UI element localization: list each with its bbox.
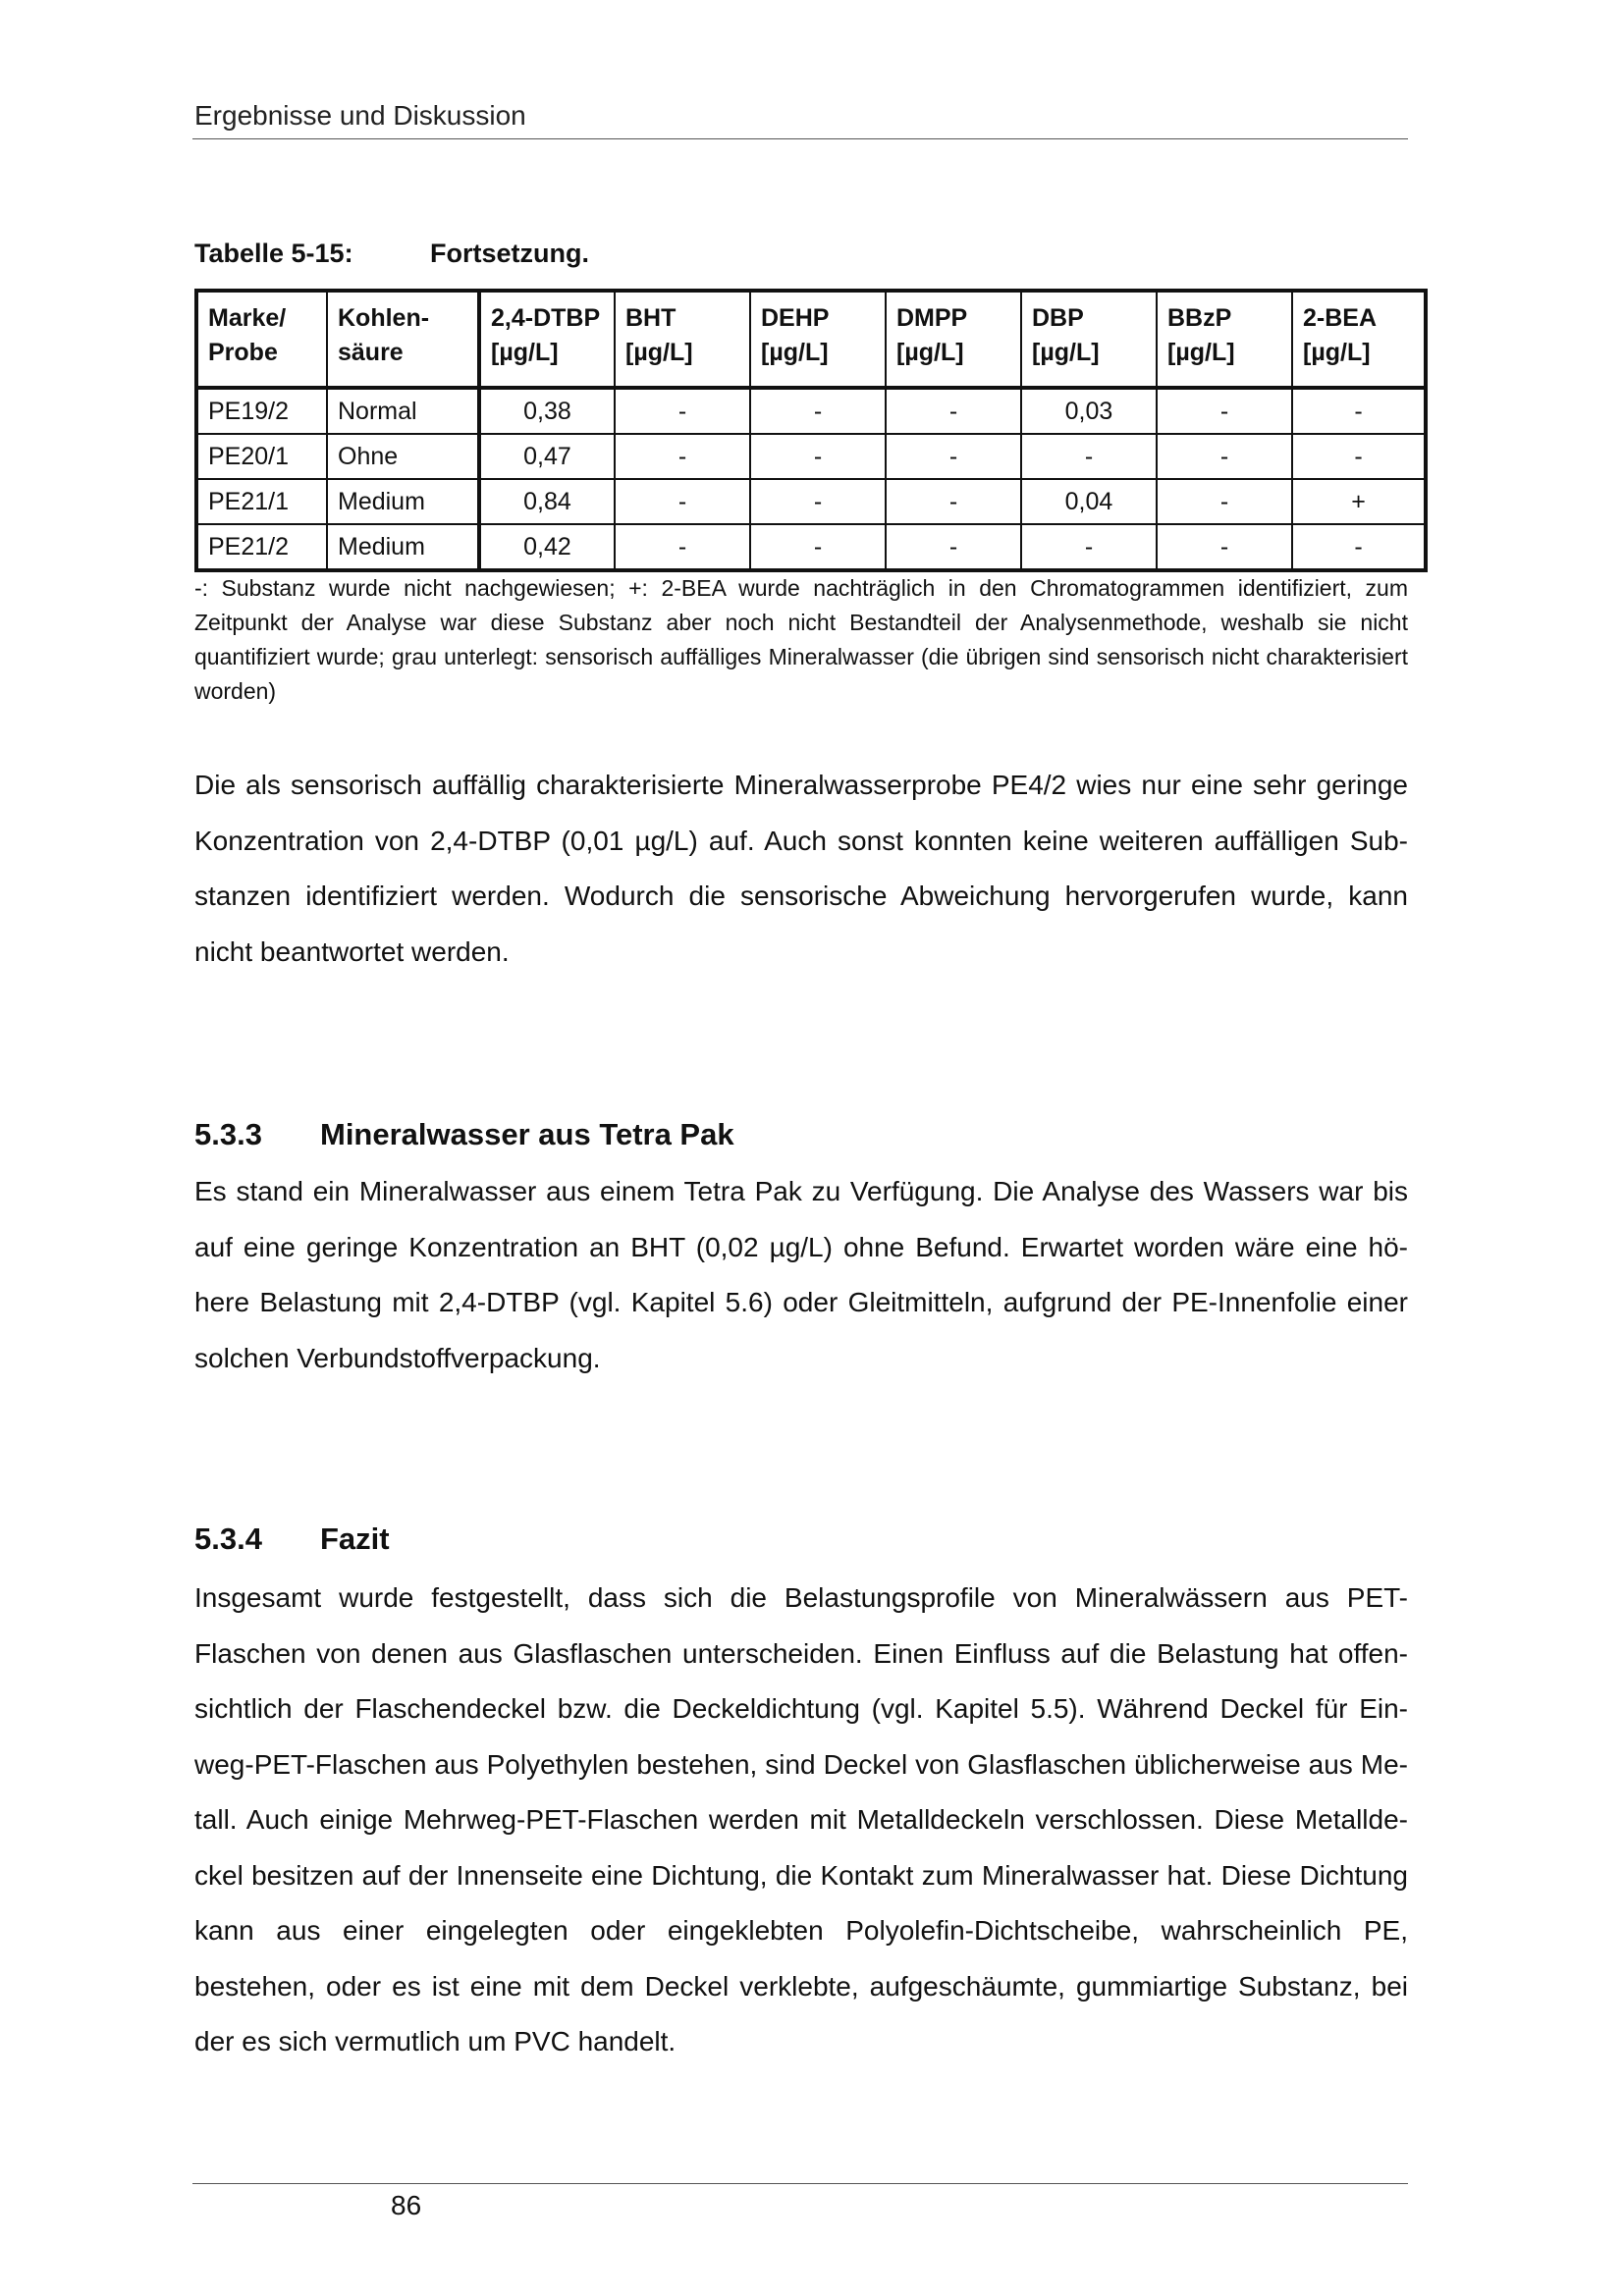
table-row [196, 388, 1426, 434]
table-cell: 0,84 [479, 479, 615, 524]
table-cell: 0,38 [479, 388, 615, 434]
section-title: Fazit [320, 1522, 390, 1556]
page-number: 86 [391, 2190, 422, 2220]
column-header: DBP [µg/L] [1021, 291, 1157, 388]
section-heading-5-3-4 [194, 1520, 390, 1559]
paragraph-tetra-pak: Es stand ein Mineralwasser aus einem Tetra Pak zu Verfügung. Die Analyse des Wassers war bis auf eine geringe Konzentration an BHT (0,02 µg/L) ohne Befund. Erwartet worden wäre eine höhere Belastung mit 2,4-DTBP (vgl. Kapitel 5.6) oder Gleitmitteln, aufgrund der PE-Innenfolie einer solchen Verbundstoffverpackung. [194, 1176, 1408, 1373]
table-cell: PE21/1 [196, 479, 327, 524]
results-table [194, 289, 1428, 572]
table-cell: - [886, 434, 1021, 479]
table-cell: + [1292, 479, 1426, 524]
paragraph-pe4: Die als sensorisch auffällig charakterisierte Mineralwasserprobe PE4/2 wies nur eine sehr geringe Konzentration von 2,4-DTBP (0,01 µg/L) auf. Auch sonst konnten keine weiteren auffälligen Substanzen identifiziert werden. Wodurch die sensorische Abweichung hervorgerufen wurde, kann nicht beantwortet werden. [194, 770, 1408, 967]
header-rule [192, 138, 1408, 139]
table-cell: - [615, 479, 750, 524]
column-header: Marke/ Probe [196, 291, 327, 388]
table-row [196, 434, 1426, 479]
column-header: BBzP [µg/L] [1157, 291, 1292, 388]
footer-rule [192, 2183, 1408, 2184]
table-cell: - [750, 524, 886, 570]
table-cell: Medium [327, 479, 479, 524]
table-cell: Normal [327, 388, 479, 434]
table-cell: - [886, 479, 1021, 524]
table-cell: 0,04 [1021, 479, 1157, 524]
table-cell: - [1021, 434, 1157, 479]
table-cell: - [615, 434, 750, 479]
table-cell: Ohne [327, 434, 479, 479]
table-cell: - [750, 479, 886, 524]
table-cell: - [1292, 524, 1426, 570]
table-header-row [196, 291, 1426, 388]
table-cell: - [1292, 434, 1426, 479]
table-cell: - [750, 388, 886, 434]
table-cell: 0,03 [1021, 388, 1157, 434]
table-cell: - [615, 524, 750, 570]
table-cell: PE20/1 [196, 434, 327, 479]
table-cell: PE19/2 [196, 388, 327, 434]
column-header: DEHP [µg/L] [750, 291, 886, 388]
table-cell: 0,42 [479, 524, 615, 570]
table-caption-title: Fortsetzung. [430, 239, 589, 268]
table-cell: 0,47 [479, 434, 615, 479]
column-header: Kohlen- säure [327, 291, 479, 388]
section-number: 5.3.4 [194, 1522, 262, 1556]
section-number: 5.3.3 [194, 1117, 262, 1151]
table-cell: - [886, 388, 1021, 434]
table-cell: - [750, 434, 886, 479]
table-cell: - [1157, 524, 1292, 570]
running-header: Ergebnisse und Diskussion [194, 100, 526, 131]
table-row [196, 479, 1426, 524]
column-header: 2-BEA [µg/L] [1292, 291, 1426, 388]
table-footnote: -: Substanz wurde nicht nachgewiesen; +: 2-BEA wurde nachträglich in den Chromatogrammen identifiziert, zum Zeitpunkt der Analyse war diese Substanz aber noch nicht Bestandteil der Analysenmethode, weshalb sie nicht quantifiziert wurde; grau unterlegt: sensorisch auffälliges Mineralwasser (die übrigen sind sensorisch nicht charakterisiert worden) [194, 575, 1408, 704]
section-heading-5-3-3 [194, 1115, 734, 1154]
section-title: Mineralwasser aus Tetra Pak [320, 1117, 734, 1151]
table-caption [194, 236, 589, 271]
column-header: DMPP [µg/L] [886, 291, 1021, 388]
column-header: BHT [µg/L] [615, 291, 750, 388]
table-cell: - [1157, 388, 1292, 434]
table-cell: - [886, 524, 1021, 570]
table-cell: PE21/2 [196, 524, 327, 570]
table-cell: - [1157, 479, 1292, 524]
table-row [196, 524, 1426, 570]
table-cell: - [1157, 434, 1292, 479]
table-cell: - [615, 388, 750, 434]
column-header: 2,4-DTBP [µg/L] [479, 291, 615, 388]
paragraph-fazit: Insgesamt wurde festgestellt, dass sich die Belastungsprofile von Mineralwässern aus PET-Flaschen von denen aus Glasflaschen unterscheiden. Einen Einfluss auf die Belastung hat offensichtlich der Flaschendeckel bzw. die Deckeldichtung (vgl. Kapitel 5.5). Während Deckel für Einweg-PET-Flaschen aus Polyethylen bestehen, sind Deckel von Glasflaschen üblicherweise aus Metall. Auch einige Mehrweg-PET-Flaschen werden mit Metalldeckeln verschlossen. Diese Metalldeckel besitzen auf der Innenseite eine Dichtung, die Kontakt zum Mineralwasser hat. Diese Dichtung kann aus einer eingelegten oder eingeklebten Polyolefin-Dichtscheibe, wahrscheinlich PE, bestehen, oder es ist eine mit dem Deckel verklebte, aufgeschäumte, gummiartige Substanz, bei der es sich vermutlich um PVC handelt. [194, 1582, 1408, 2056]
table-caption-label: Tabelle 5-15: [194, 239, 353, 268]
table-cell: - [1021, 524, 1157, 570]
table-cell: Medium [327, 524, 479, 570]
table-cell: - [1292, 388, 1426, 434]
